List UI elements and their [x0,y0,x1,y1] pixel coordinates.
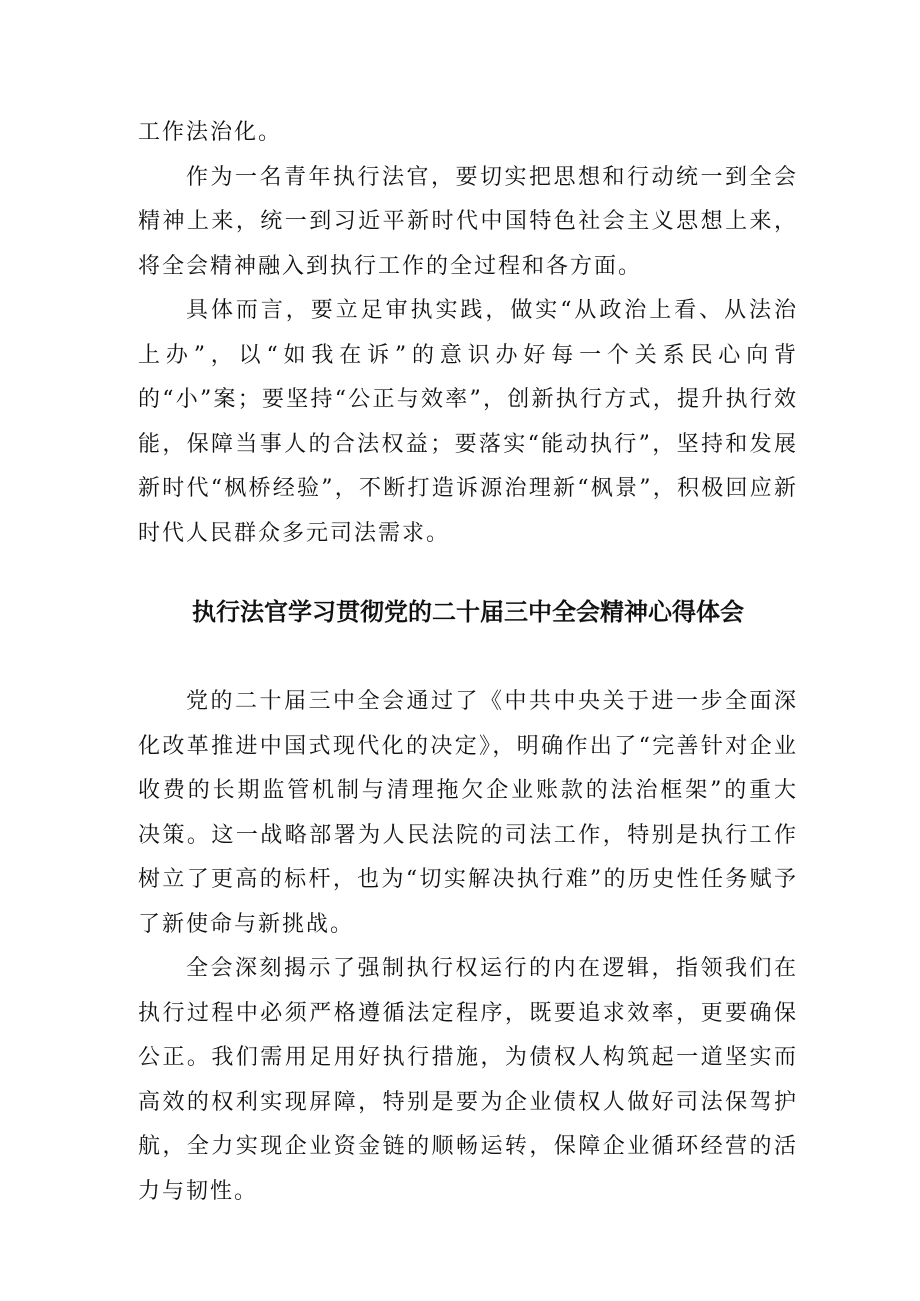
article-title: 执行法官学习贯彻党的二十届三中全会精神心得体会 [192,598,744,626]
paragraph: 工作法治化。 [138,120,283,145]
paragraph: 具体而言，要立足审执实践，做实“从政治上看、从法治上办”，以“如我在诉”的意识办好每一个关系民心向背的“小”案；要坚持“公正与效率”，创新执行方式，提升执行效能，保障当事人的合法权益；要落实“能动执行”，坚持和发展新时代“枫桥经验”，不断打造诉源治理新“枫景”，积极回应新时代人民群众多元司法需求。 [138,298,798,546]
paragraph: 党的二十届三中全会通过了《中共中央关于进一步全面深化改革推进中国式现代化的决定》，明确作出了“完善针对企业收费的长期监管机制与清理拖欠企业账款的法治框架”的重大决策。这一战略部署为人民法院的司法工作，特别是执行工作树立了更高的标杆，也为“切实解决执行难”的历史性任务赋予了新使命与新挑战。 [138,689,798,937]
section-continued-text [138,111,798,556]
article-body [138,680,798,1214]
paragraph: 作为一名青年执行法官，要切实把思想和行动统一到全会精神上来，统一到习近平新时代中国特色社会主义思想上来，将全会精神融入到执行工作的全过程和各方面。 [138,164,798,279]
paragraph: 全会深刻揭示了强制执行权运行的内在逻辑，指领我们在执行过程中必须严格遵循法定程序，既要追求效率，更要确保公正。我们需用足用好执行措施，为债权人构筑起一道坚实而高效的权利实现屏障，特别是要为企业债权人做好司法保驾护航，全力实现企业资金链的顺畅运转，保障企业循环经营的活力与韧性。 [138,956,798,1204]
